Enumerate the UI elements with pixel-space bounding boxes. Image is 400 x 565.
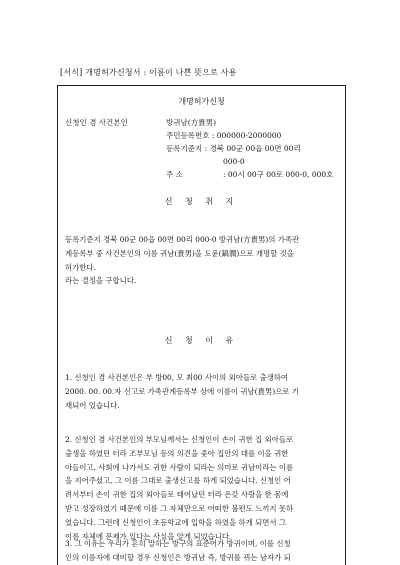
reasons-heading: 신 청 이 유 [164,336,239,345]
registry-base-line1: 등록기준지 : 경북 00군 00읍 00면 00리 [166,144,301,153]
reason-line: 려서부터 손이 귀한 집의 외아들로 태어났던 터라 온갖 사랑을 한 몸에 [65,490,289,500]
reason-line: 2000. 00. 00.자 신고로 가족관계등록부 상에 이름이 귀남(貴男)으로 기 [65,386,299,396]
reason-line: 출생을 하였던 터라 조부모님 등의 의견을 좇아 집안의 대를 이을 귀한 [65,448,289,458]
reason-line: 2. 신청인 겸 사건본인의 부모님께서는 신청인이 손이 귀한 집 외아들로 [65,435,294,444]
form-box [57,85,346,565]
applicant-label: 신청인 겸 사건본인 [65,118,128,127]
reason-line: 받고 성장하였기 때문에 이름 그 자체만으로 어떠한 불편도 느끼지 못하 [65,503,294,513]
applicant-name: 방귀남(方貴男) [166,118,217,127]
applicant-id-number: 주민등록번호 : 000000-2000000 [166,131,282,140]
reason-paragraph-1 [65,371,341,412]
reason-line: 이름 자체에 문제가 있다는 사실을 알게 되었습니다. [65,531,232,541]
purpose-line: 등록기준지 경북 00군 00읍 00면 00리 000-0 방귀남(方貴男)의 가족관 [65,235,300,244]
purpose-line: 계등록부 중 사건본인의 이름 귀남(貴男)을 도윤(鎬潤)으로 개명할 것을 [65,248,294,258]
reason-line: 인의 이름자에 대비할 경우 신청인은 방귀남 즉, 방귀를 뀌는 남자가 되 [65,552,291,562]
reason-line: 을 지어주셨고, 그 이름 그대로 출생신고를 하게 되었습니다. 신청인 어 [65,476,291,486]
purpose-line: 라는 결정을 구합니다. [65,276,137,286]
form-title: 개명허가신청 [178,97,225,106]
purpose-heading: 신 청 취 지 [164,197,239,206]
address-label: 주 소 [166,170,183,179]
reason-line: 아들이고, 사회에 나가서도 귀한 사람이 되라는 의미로 귀남이라는 이름 [65,462,294,472]
reason-line: 1. 신청인 겸 사건본인은 부 방00, 모 최00 사이의 외아들로 출생하여 [65,373,289,382]
registry-base-line2: 000-0 [223,157,245,166]
reason-line: 3. 그 이유는 우리가 흔히 말하는 방구의 표준어가 방귀이며, 이를 신청 [65,539,291,548]
reason-paragraph-3 [65,537,341,565]
reason-paragraph-2 [65,433,341,543]
purpose-line: 허가한다. [65,262,96,272]
reason-line: 였습니다. 그런데 신청인이 초등학교에 입학을 하였을 하게 되면서 그 [65,517,287,527]
address-value: : 00시 00구 00로 000-0, 000호 [223,170,334,179]
form-header: [서식] 개명허가신청서 : 이름이 나쁜 뜻으로 사용 [60,68,237,77]
reason-line: 재되어 있습니다. [65,400,120,410]
purpose-text [65,233,341,288]
